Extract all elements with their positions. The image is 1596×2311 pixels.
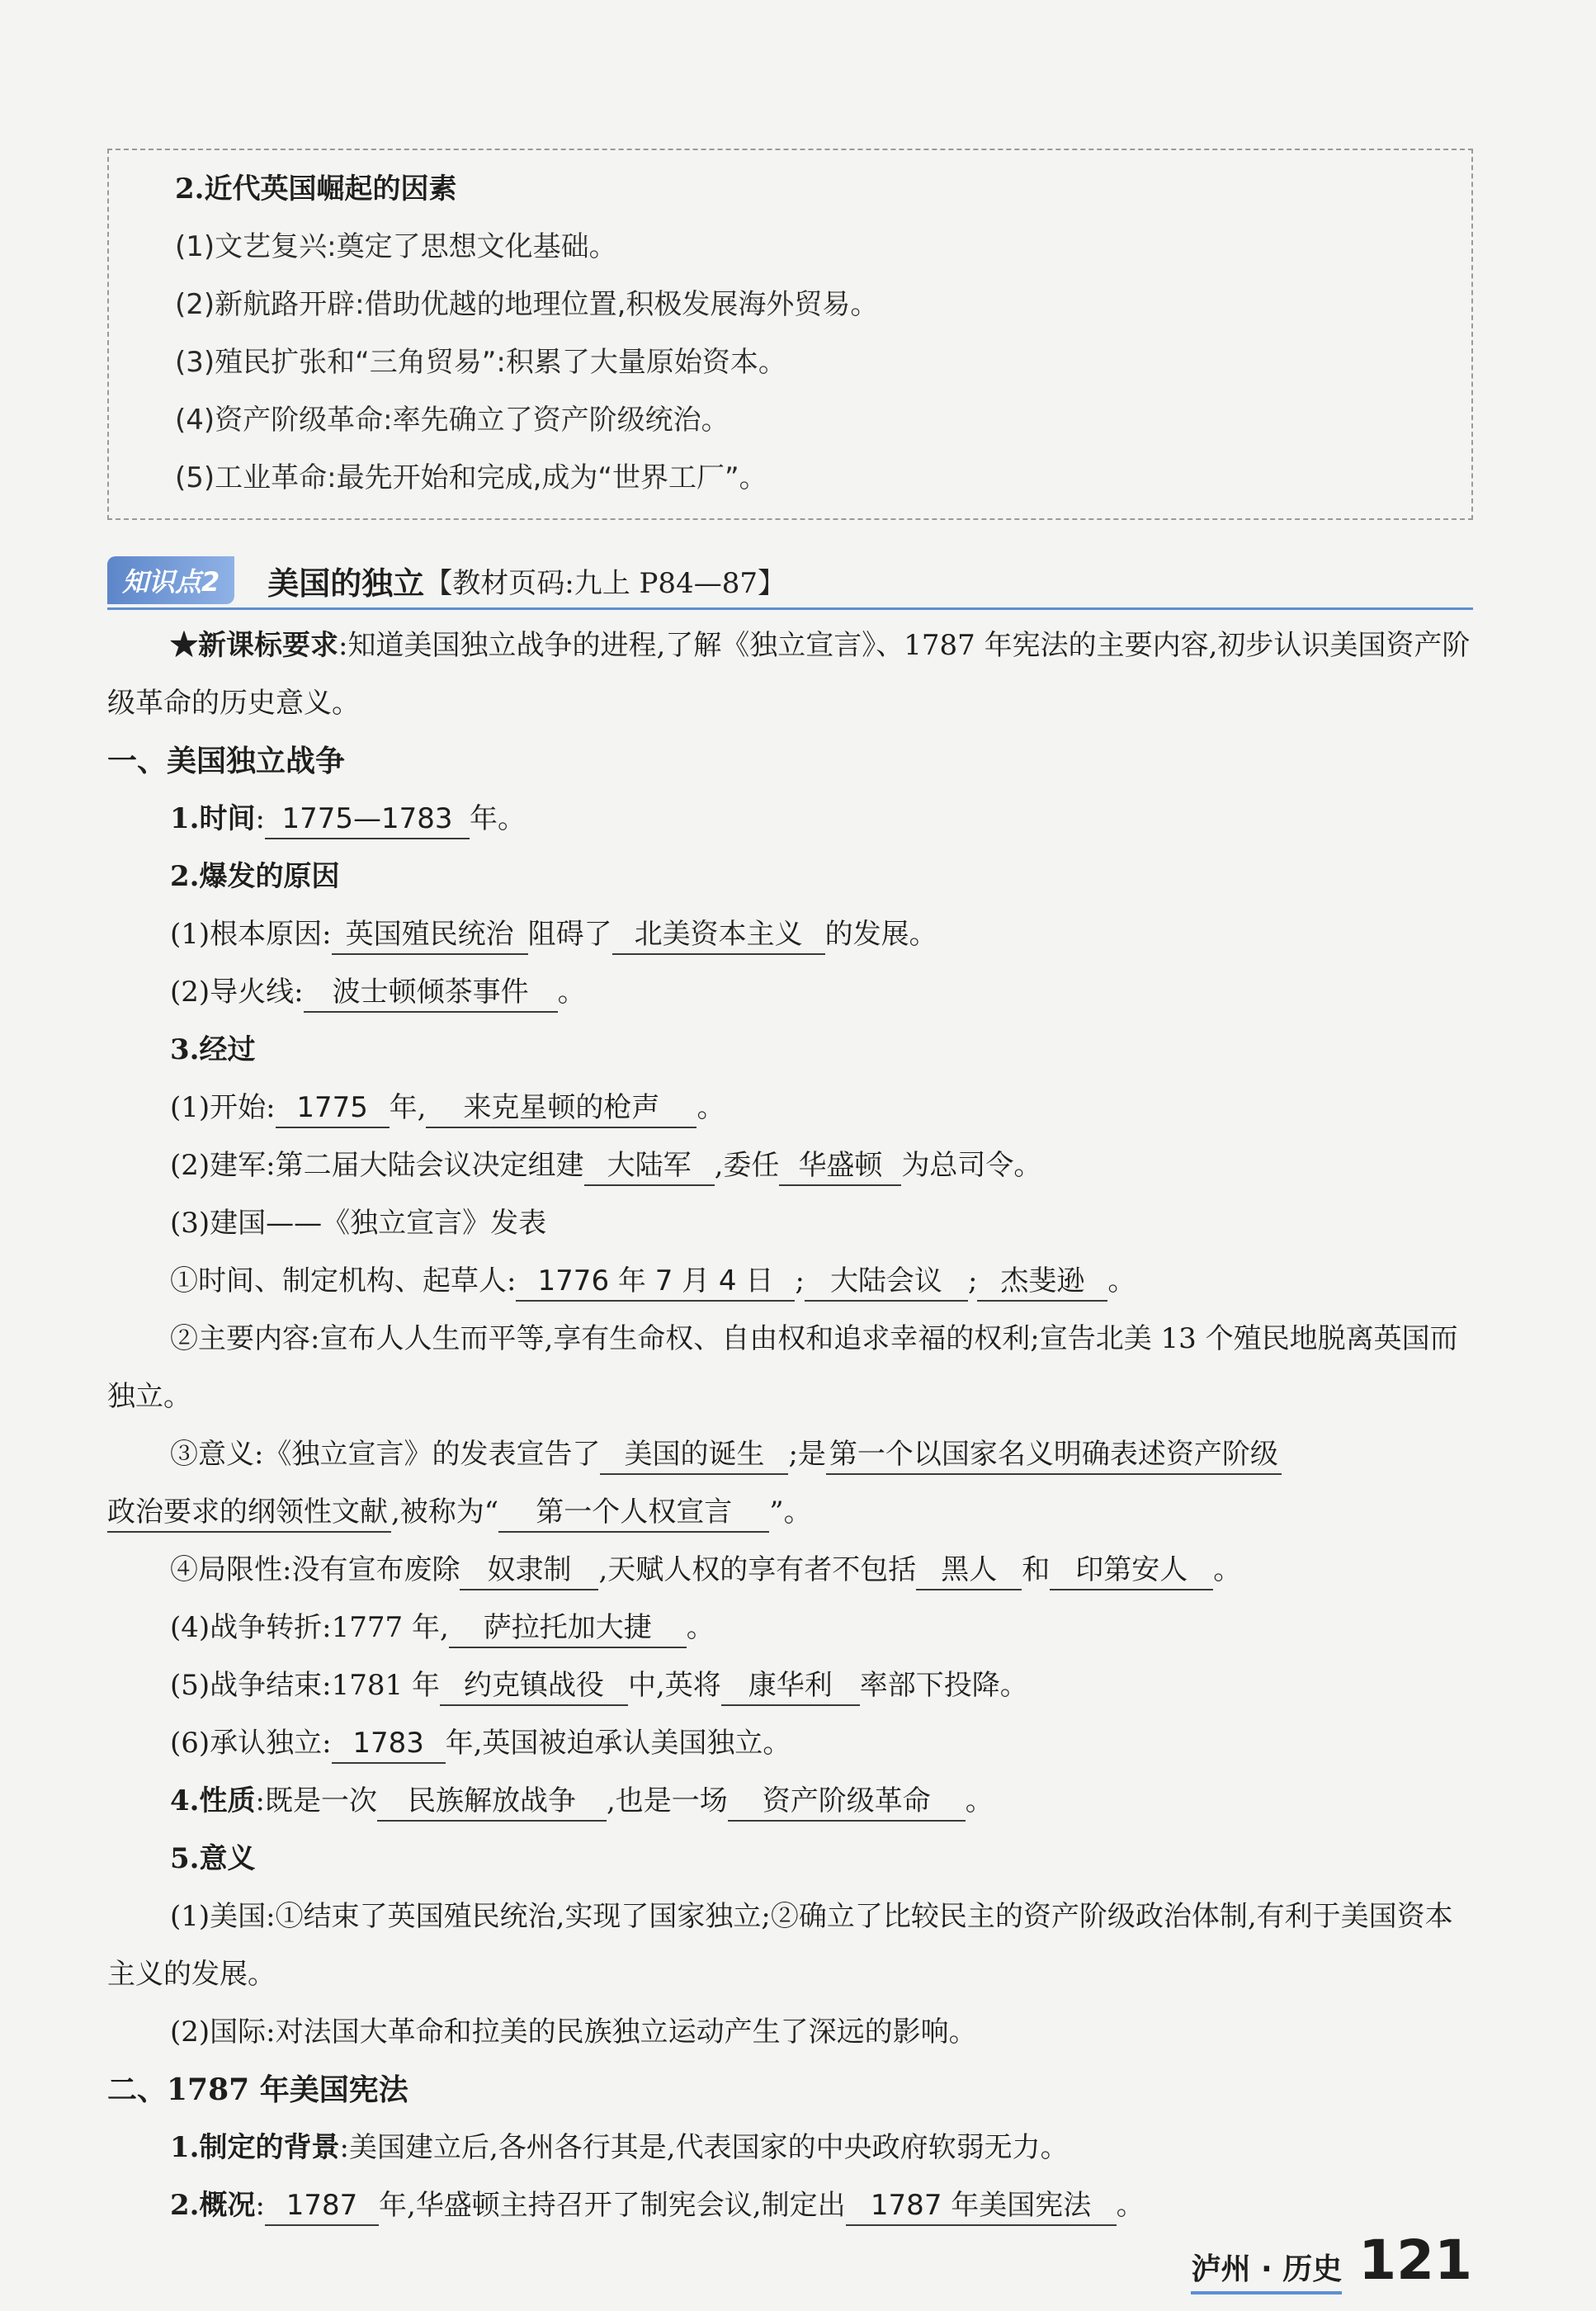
answer-blank: 杰斐逊	[977, 1262, 1107, 1302]
answer-blank: 第一个人权宣言	[498, 1493, 769, 1533]
knowledge-point-header	[107, 553, 1473, 610]
answer-blank: 萨拉托加大捷	[449, 1609, 687, 1648]
section-title: 二、1787 年美国宪法	[107, 2072, 408, 2107]
meaning-paragraph: (1)美国:①结束了英国殖民统治,实现了国家独立;②确立了比较民主的资产阶级政治体制,有利于美国资本主义的发展。	[107, 1900, 1453, 1991]
constitution-overview: 2.概况: 1787 年,华盛顿主持召开了制宪会议,制定出 1787 年美国宪法 。	[107, 2176, 1473, 2234]
answer-blank: 约克镇战役	[440, 1666, 628, 1706]
answer-blank: 第一个以国家名义明确表述资产阶级	[826, 1435, 1282, 1475]
process-line: (3)建国——《独立宣言》发表	[170, 1207, 547, 1240]
nature-line: 4.性质:既是一次 民族解放战争 ,也是一场 资产阶级革命 。	[107, 1772, 1473, 1830]
content	[107, 149, 1473, 2234]
subsection-title: 5.意义	[170, 1842, 256, 1875]
answer-blank: 1787	[265, 2186, 379, 2226]
subsection-title: 2.爆发的原因	[170, 860, 340, 893]
answer-blank: 资产阶级革命	[728, 1782, 966, 1822]
answer-blank: 政治要求的纲领性文献	[107, 1493, 391, 1533]
meaning-line: (2)国际:对法国大革命和拉美的民族独立运动产生了深远的影响。	[170, 2016, 977, 2049]
answer-blank: 1787 年美国宪法	[846, 2186, 1117, 2226]
page-footer	[1191, 2228, 1472, 2294]
process-line: (2)建军:第二届大陆会议决定组建 大陆军 ,委任 华盛顿 为总司令。	[107, 1137, 1473, 1194]
answer-blank: 波士顿倾茶事件	[304, 973, 558, 1013]
knowledge-point-badge: 知识点2	[107, 556, 234, 604]
process-line: ①时间、制定机构、起草人: 1776 年 7 月 4 日 ; 大陆会议 ; 杰斐逊 。	[107, 1252, 1473, 1310]
answer-blank: 1783	[332, 1724, 446, 1764]
answer-blank: 大陆会议	[805, 1262, 968, 1302]
answer-blank: 北美资本主义	[612, 915, 825, 955]
summary-box	[107, 149, 1473, 520]
process-line: (6)承认独立: 1783 年,英国被迫承认美国独立。	[107, 1714, 1473, 1772]
box-item: (1)文艺复兴:奠定了思想文化基础。	[175, 230, 617, 263]
textbook-page-ref: 【教材页码:九上 P84—87】	[424, 566, 786, 600]
answer-blank: 奴隶制	[460, 1551, 598, 1590]
knowledge-point-title: 美国的独立	[267, 564, 425, 602]
box-item: (3)殖民扩张和“三角贸易”:积累了大量原始资本。	[175, 346, 786, 379]
box-item: (4)资产阶级革命:率先确立了资产阶级统治。	[175, 404, 730, 437]
curriculum-requirement	[107, 617, 1473, 732]
answer-blank: 美国的诞生	[600, 1435, 788, 1475]
process-line: (5)战争结束:1781 年 约克镇战役 中,英将 康华利 率部下投降。	[107, 1656, 1473, 1714]
answer-blank: 印第安人	[1050, 1551, 1213, 1590]
box-title: 2.近代英国崛起的因素	[175, 172, 457, 206]
constitution-background: 1.制定的背景:美国建立后,各州各行其是,代表国家的中央政府软弱无力。	[170, 2131, 1069, 2164]
box-item: (2)新航路开辟:借助优越的地理位置,积极发展海外贸易。	[175, 288, 879, 321]
box-item: (5)工业革命:最先开始和完成,成为“世界工厂”。	[175, 461, 767, 494]
requirement-label: ★新课标要求	[170, 629, 338, 662]
page-number: 121	[1358, 2228, 1472, 2292]
process-line: (4)战争转折:1777 年, 萨拉托加大捷 。	[107, 1599, 1473, 1656]
section-title: 一、美国独立战争	[107, 744, 346, 778]
answer-blank: 1775	[276, 1089, 390, 1128]
answer-blank: 民族解放战争	[377, 1782, 607, 1822]
process-line: 政治要求的纲领性文献 ,被称为“ 第一个人权宣言 ”。	[107, 1483, 1473, 1541]
answer-blank: 大陆军	[584, 1146, 715, 1186]
war-time: 1.时间: 1775—1783 年。	[107, 790, 1473, 848]
answer-blank: 华盛顿	[779, 1146, 901, 1186]
answer-blank: 1775—1783	[265, 800, 470, 839]
requirement-text: :知道美国独立战争的进程,了解《独立宣言》、1787 年宪法的主要内容,初步认识美国资产阶级革命的历史意义。	[107, 629, 1471, 720]
answer-blank: 来克星顿的枪声	[426, 1089, 696, 1128]
process-paragraph: ②主要内容:宣布人人生而平等,享有生命权、自由权和追求幸福的权利;宣告北美 13 个殖民地脱离英国而独立。	[107, 1322, 1458, 1413]
answer-blank: 黑人	[916, 1551, 1022, 1590]
process-line: ③意义:《独立宣言》的发表宣告了 美国的诞生 ;是 第一个以国家名义明确表述资产阶级	[107, 1425, 1473, 1483]
process-line: ④局限性:没有宣布废除 奴隶制 ,天赋人权的享有者不包括 黑人 和 印第安人 。	[107, 1541, 1473, 1599]
footer-label: 泸州 · 历史	[1191, 2246, 1342, 2294]
cause-line: (1)根本原因: 英国殖民统治 阻碍了 北美资本主义 的发展。	[107, 905, 1473, 963]
subsection-title: 3.经过	[170, 1033, 256, 1066]
cause-line: (2)导火线: 波士顿倾茶事件 。	[107, 963, 1473, 1021]
process-line: (1)开始: 1775 年, 来克星顿的枪声 。	[107, 1079, 1473, 1137]
answer-blank: 英国殖民统治	[332, 915, 528, 955]
answer-blank: 康华利	[721, 1666, 860, 1706]
answer-blank: 1776 年 7 月 4 日	[516, 1262, 795, 1302]
